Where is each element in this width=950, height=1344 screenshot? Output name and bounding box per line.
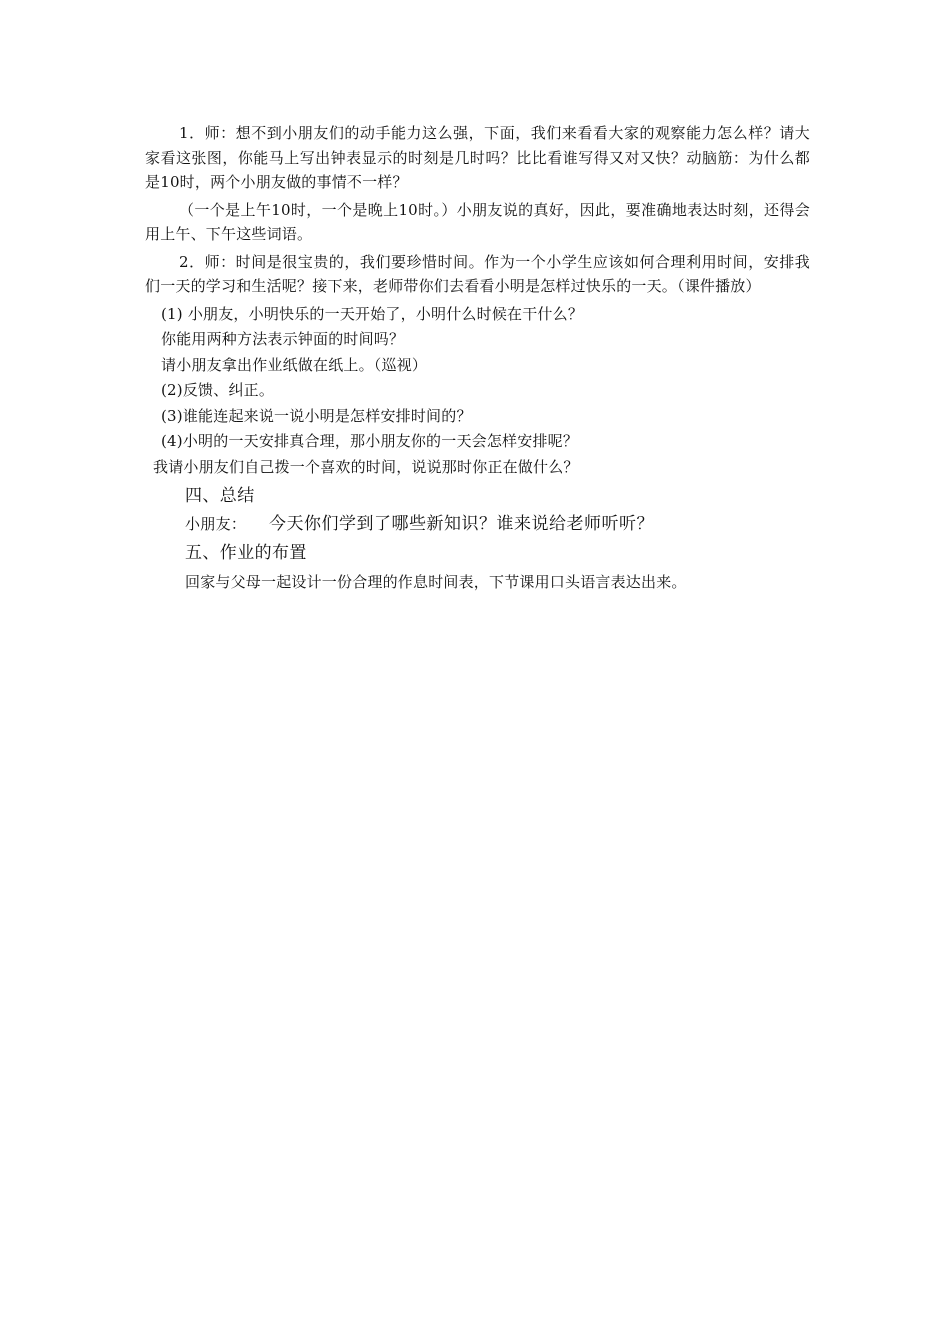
list-item-4: (4)小明的一天安排真合理，那小朋友你的一天会怎样安排呢？ bbox=[161, 432, 579, 451]
section-heading-homework: 五、作业的布置 bbox=[185, 542, 307, 563]
summary-text: 今天你们学到了哪些新知识？谁来说给老师听听？ bbox=[269, 513, 654, 534]
paragraph-am-pm-explanation: （一个是上午10时，一个是晚上10时。）小朋友说的真好，因此，要准确地表达时刻，还得会用上午、下午这些词语。 bbox=[145, 200, 810, 243]
homework-text: 回家与父母一起设计一份合理的作息时间表，下节课用口头语言表达出来。 bbox=[185, 572, 687, 591]
list-item-1-line-3: 请小朋友拿出作业纸做在纸上。（巡视） bbox=[161, 355, 428, 374]
list-item-1: (1) 小朋友，小明快乐的一天开始了，小明什么时候在干什么？ bbox=[161, 304, 584, 323]
list-item-3: (3)谁能连起来说一说小明是怎样安排时间的？ bbox=[161, 406, 472, 425]
list-item-2: (2)反馈、纠正。 bbox=[161, 381, 275, 400]
paragraph-cherish-time: 2．师：时间是很宝贵的，我们要珍惜时间。作为一个小学生应该如何合理利用时间，安排我们一天的学习和生活呢？接下来，老师带你们去看看小明是怎样过快乐的一天。（课件播放） bbox=[145, 252, 810, 295]
paragraph-observation-question: 1．师：想不到小朋友们的动手能力这么强，下面，我们来看看大家的观察能力怎么样？请大家看这张图，你能马上写出钟表显示的时刻是几时吗？比比看谁写得又对又快？动脑筋：为什么都是10时，两个小朋友做的事情不一样？ bbox=[145, 124, 810, 191]
section-heading-summary: 四、总结 bbox=[185, 485, 255, 506]
list-item-5: 我请小朋友们自己拨一个喜欢的时间，说说那时你正在做什么？ bbox=[153, 458, 579, 477]
document-body bbox=[145, 121, 810, 595]
summary-line bbox=[145, 510, 810, 538]
list-item-1-line-2: 你能用两种方法表示钟面的时间吗？ bbox=[161, 330, 405, 349]
summary-label: 小朋友： bbox=[185, 514, 247, 533]
